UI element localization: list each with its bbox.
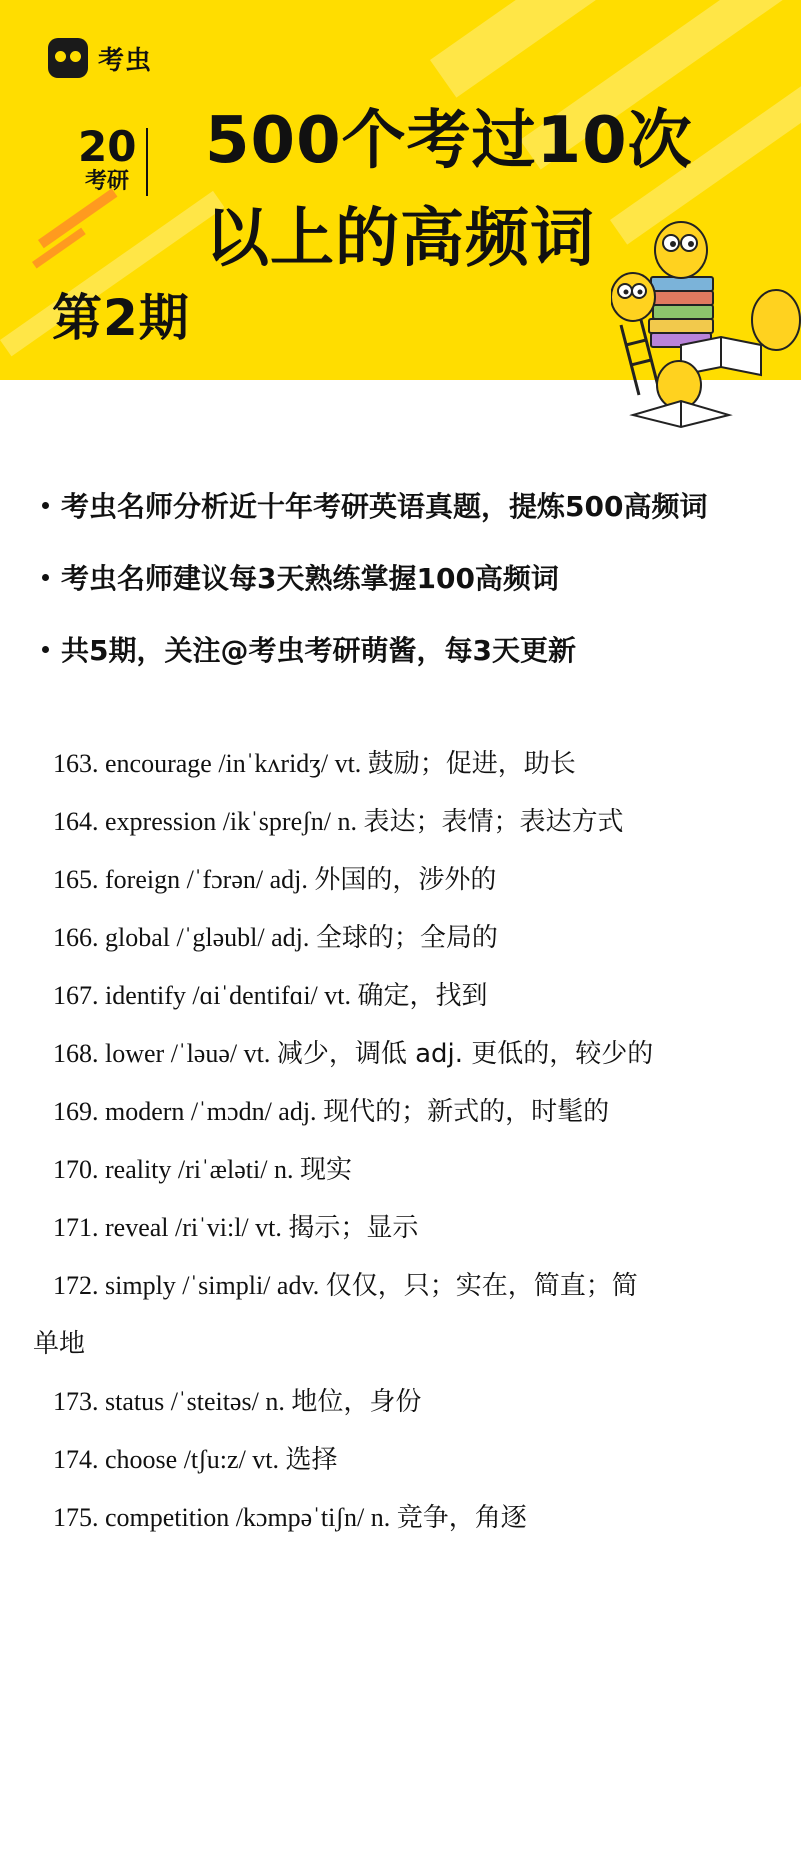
- word-en: 166. global /ˈgləubl/ adj.: [53, 923, 316, 952]
- word-entry: [53, 967, 753, 1025]
- word-entry: [53, 793, 753, 851]
- word-entry: [53, 1373, 753, 1431]
- word-en: 172. simply /ˈsimpli/ adv.: [53, 1271, 326, 1300]
- word-cn: 全球的；全局的: [315, 923, 498, 953]
- word-cn: 减少，调低 adj. 更低的，较少的: [276, 1039, 654, 1069]
- word-entry: [53, 909, 753, 967]
- edition-number: 20: [78, 122, 137, 171]
- word-cn: 现代的；新式的，时髦的: [323, 1097, 610, 1127]
- word-entry: [53, 1431, 753, 1489]
- bullet-dot-icon: [42, 502, 49, 509]
- word-entry: [53, 1199, 753, 1257]
- word-en: 163. encourage /inˈkʌridʒ/ vt.: [53, 749, 368, 778]
- bullet-text: 共5期，关注@考虫考研萌酱，每3天更新: [61, 634, 576, 667]
- word-entry: [53, 735, 753, 793]
- word-entry: [53, 1025, 753, 1083]
- word-en: 170. reality /riˈæləti/ n.: [53, 1155, 300, 1184]
- word-cn: 仅仅，只；实在，简直；简: [325, 1271, 638, 1301]
- bullet-text: 考虫名师建议每3天熟练掌握100高频词: [61, 562, 559, 595]
- intro-bullets: [42, 480, 782, 696]
- word-list: [33, 735, 753, 1547]
- word-entry: [53, 1257, 753, 1315]
- word-en: 164. expression /ikˈspreʃn/ n.: [53, 807, 364, 836]
- issue-period: 第2期: [52, 289, 190, 347]
- logo-icon: [48, 38, 88, 78]
- bullet-item: [42, 552, 782, 602]
- edition-label: 考研: [84, 169, 129, 194]
- word-cn: 竞争，角逐: [396, 1503, 527, 1533]
- word-cn: 现实: [299, 1155, 352, 1185]
- word-entry: [53, 1489, 753, 1547]
- word-en: 171. reveal /riˈvi:l/ vt.: [53, 1213, 289, 1242]
- word-en: 169. modern /ˈmɔdn/ adj.: [53, 1097, 324, 1126]
- bullet-item: [42, 480, 782, 530]
- word-cn: 外国的，涉外的: [314, 865, 497, 895]
- word-en: 165. foreign /ˈfɔrən/ adj.: [53, 865, 315, 894]
- word-en: 167. identify /ɑiˈdentifɑi/ vt.: [53, 981, 358, 1010]
- edition-badge: [78, 122, 137, 195]
- word-en: 174. choose /tʃu:z/ vt.: [53, 1445, 286, 1474]
- mascot-illustration: [611, 205, 801, 435]
- title-line-1: 500个考过10次: [205, 104, 693, 178]
- word-entry: [53, 851, 753, 909]
- word-entry-continuation: [33, 1315, 733, 1373]
- edition-divider: [146, 128, 148, 196]
- word-en: 173. status /ˈsteitəs/ n.: [53, 1387, 292, 1416]
- word-entry: [53, 1083, 753, 1141]
- word-cn: 选择: [285, 1445, 338, 1475]
- brand-logo: [48, 38, 152, 78]
- word-en: 168. lower /ˈləuə/ vt.: [53, 1039, 277, 1068]
- title-line-2: 以上的高频词: [205, 202, 595, 276]
- bullet-dot-icon: [42, 646, 49, 653]
- bullet-text: 考虫名师分析近十年考研英语真题，提炼500高频词: [61, 490, 708, 523]
- bullet-item: [42, 624, 782, 674]
- word-cn: 表达；表情；表达方式: [363, 807, 624, 837]
- word-cn: 鼓励；促进，助长: [367, 749, 576, 779]
- bullet-dot-icon: [42, 574, 49, 581]
- word-en: 175. competition /kɔmpəˈtiʃn/ n.: [53, 1503, 397, 1532]
- word-cn: 揭示；显示: [288, 1213, 419, 1243]
- word-cn: 单地: [33, 1329, 86, 1359]
- word-cn: 确定，找到: [357, 981, 488, 1011]
- brand-name: 考虫: [98, 45, 153, 76]
- word-entry: [53, 1141, 753, 1199]
- word-cn: 地位，身份: [291, 1387, 422, 1417]
